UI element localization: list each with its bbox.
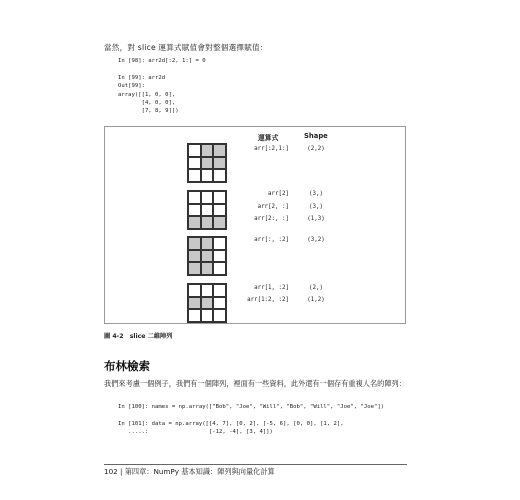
grid-cell bbox=[188, 204, 201, 217]
grid-cell-selected bbox=[213, 157, 226, 170]
grid-cell bbox=[188, 284, 201, 297]
grid-cell bbox=[188, 309, 201, 322]
section-heading: 布林檢索 bbox=[104, 359, 150, 373]
shape-label: (2,2) bbox=[307, 146, 325, 152]
page-footer: 102 | 第四章：NumPy 基本知識：陣列與向量化計算 bbox=[104, 467, 275, 476]
grid-cell-selected bbox=[201, 262, 214, 275]
grid-cell-selected bbox=[188, 237, 201, 250]
figure-slice-diagram bbox=[104, 126, 406, 324]
grid-cell bbox=[201, 169, 214, 182]
shape-label: (1,3) bbox=[307, 216, 325, 222]
shape-label: (1,2) bbox=[307, 297, 325, 303]
intro-text: 當然，對 slice 運算式賦值會對整個選擇賦值： bbox=[104, 43, 268, 52]
shape-label: (3,) bbox=[309, 204, 323, 210]
expression-label: arr[2:, :] bbox=[254, 216, 289, 222]
footer-divider bbox=[104, 464, 407, 465]
expression-label: arr[:, :2] bbox=[254, 237, 289, 243]
expression-label: arr[:2,1:] bbox=[254, 146, 289, 152]
grid-cell bbox=[213, 262, 226, 275]
column-header-expression: 運算式 bbox=[258, 134, 279, 142]
expression-label: arr[1, :2] bbox=[254, 285, 289, 291]
grid-cell-selected bbox=[188, 250, 201, 263]
grid-cell-selected bbox=[201, 157, 214, 170]
expression-label: arr[2] bbox=[268, 191, 289, 197]
shape-label: (3,) bbox=[309, 191, 323, 197]
code-block-assignment: In [98]: arr2d[:2, 1:] = 0 In [99]: arr2d Out[99]: array([[1, 0, 0], [4, 0, 0], [7, 8, 9]]) bbox=[118, 58, 206, 115]
grid-cell bbox=[213, 309, 226, 322]
grid-cell bbox=[188, 191, 201, 204]
grid-cell-selected bbox=[188, 262, 201, 275]
grid-cell bbox=[188, 157, 201, 170]
shape-label: (2,) bbox=[309, 285, 323, 291]
grid-cell bbox=[213, 169, 226, 182]
grid-cell-selected bbox=[188, 297, 201, 310]
grid-cell-selected bbox=[188, 216, 201, 229]
grid-cell-selected bbox=[201, 250, 214, 263]
code-block-boolean: In [100]: names = np.array(["Bob", "Joe", "Will", "Bob", "Will", "Joe", "Joe"]) In [101]: data = np.array([[4, 7], [0, 2], [-5, 6], [0, 0], [1, 2], .....: [-12, -4], [3, 4]]) bbox=[118, 404, 385, 436]
grid-cell bbox=[188, 169, 201, 182]
expression-label: arr[1:2, :2] bbox=[247, 297, 289, 303]
figure-caption: 圖 4-2 slice 二維陣列 bbox=[104, 333, 173, 340]
grid-cell bbox=[188, 144, 201, 157]
grid-cell bbox=[213, 250, 226, 263]
expression-label: arr[2, :] bbox=[257, 204, 289, 210]
grid-cell bbox=[201, 309, 214, 322]
shape-label: (3,2) bbox=[307, 237, 325, 243]
body-paragraph: 我們來考慮一個例子，我們有一個陣列，裡面有一些資料，此外還有一個存有重複人名的陣列： bbox=[104, 379, 406, 388]
column-header-shape: Shape bbox=[304, 132, 328, 140]
